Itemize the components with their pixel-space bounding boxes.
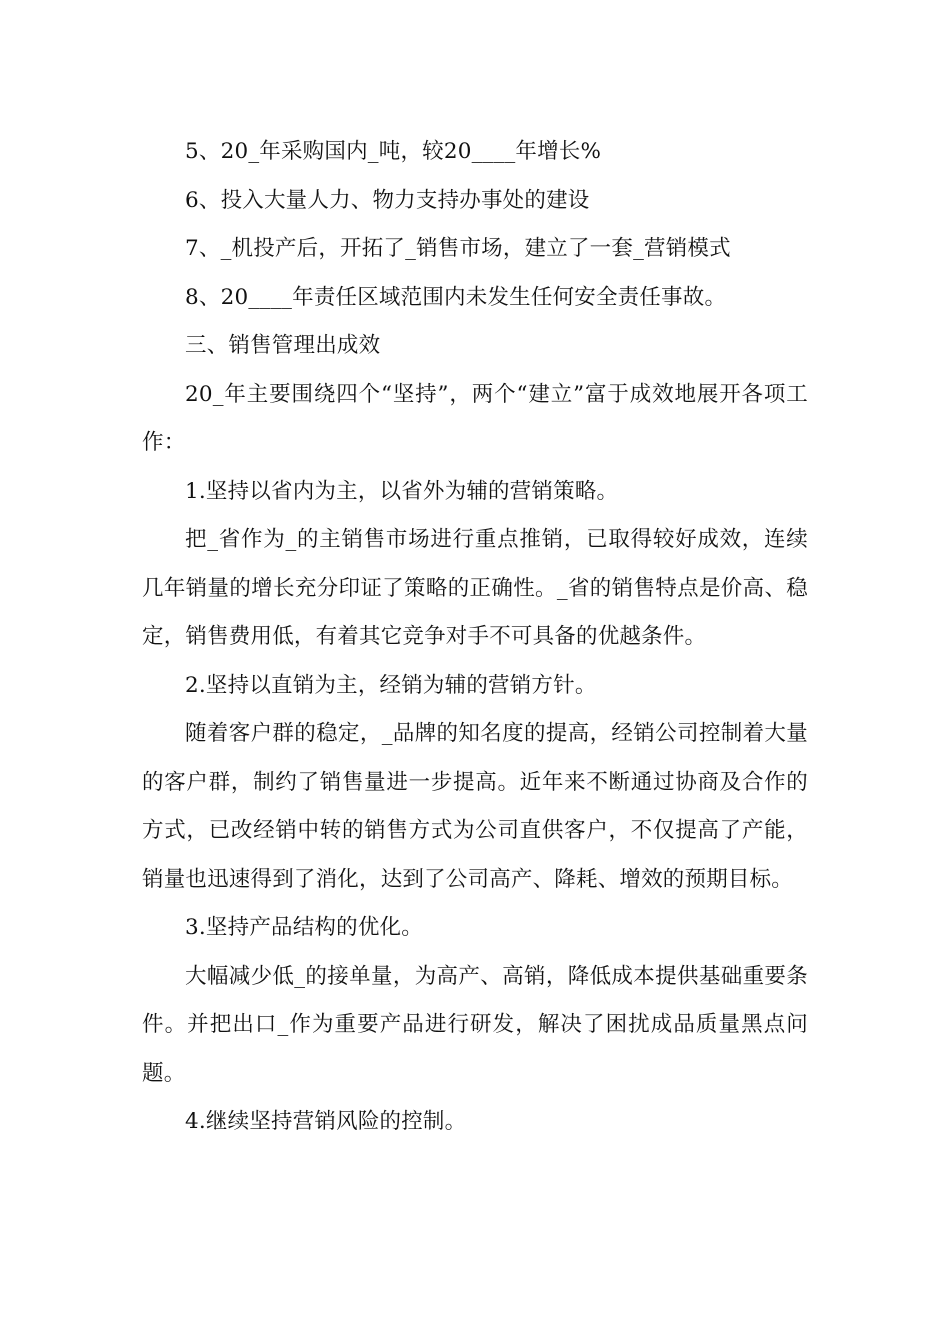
paragraph-item-5: 5、20_年采购国内_吨，较20____年增长% <box>185 139 602 164</box>
paragraph-item-6: 6、投入大量人力、物力支持办事处的建设 <box>185 187 590 213</box>
paragraph-body-3: 大幅减少低_的接单量，为高产、高销，降低成本提供基础重要条件。并把出口_作为重要产品进行研发，解决了困扰成品质量黑点问题。 <box>142 963 808 1086</box>
paragraph-item-7: 7、_机投产后，开拓了_销售市场，建立了一套_营销模式 <box>185 236 731 261</box>
subheading-2: 2.坚持以直销为主，经销为辅的营销方针。 <box>185 672 597 698</box>
subheading-1: 1.坚持以省内为主，以省外为辅的营销策略。 <box>185 478 619 504</box>
subheading-3: 3.坚持产品结构的优化。 <box>185 915 423 940</box>
section-heading-3: 三、销售管理出成效 <box>185 333 381 358</box>
document-body <box>142 128 808 1147</box>
paragraph-body-1: 把_省作为_的主销售市场进行重点推销，已取得较好成效，连续几年销量的增长充分印证了策略的正确性。_省的销售特点是价高、稳定，销售费用低，有着其它竞争对手不可具备的优越条件。 <box>142 527 808 649</box>
subheading-4: 4.继续坚持营销风险的控制。 <box>185 1109 467 1134</box>
paragraph-body-2: 随着客户群的稳定，_品牌的知名度的提高，经销公司控制着大量的客户群，制约了销售量进一步提高。近年来不断通过协商及合作的方式，已改经销中转的销售方式为公司直供客户，不仅提高了产能，销量也迅速得到了消化，达到了公司高产、降耗、增效的预期目标。 <box>142 721 808 892</box>
paragraph-intro: 20_年主要围绕四个“坚持”，两个“建立”富于成效地展开各项工作： <box>142 381 808 455</box>
paragraph-item-8: 8、20____年责任区域范围内未发生任何安全责任事故。 <box>185 284 727 310</box>
